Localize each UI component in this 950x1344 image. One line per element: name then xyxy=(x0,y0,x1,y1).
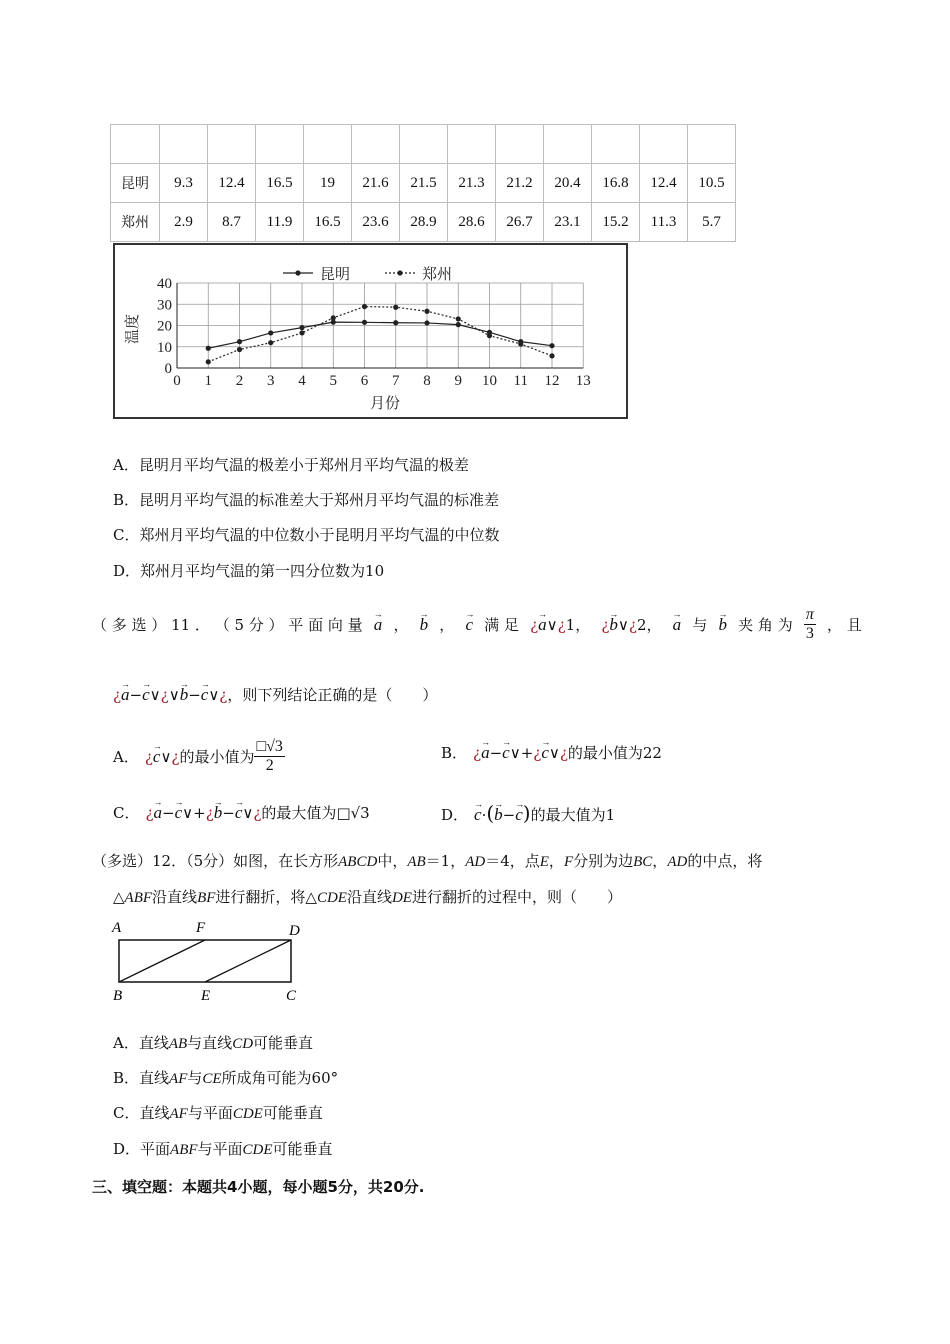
q12-stem-line1 xyxy=(92,851,762,872)
value-two: 2 xyxy=(636,615,647,634)
dot-operator: · xyxy=(481,806,487,824)
segment-label: AF xyxy=(169,1071,188,1087)
q11-question-text: ，则下列结论正确的是（ ） xyxy=(227,686,438,704)
table-cell: 21.6 xyxy=(352,164,400,203)
x-tick-label: 7 xyxy=(392,373,400,389)
comma: ， xyxy=(575,615,591,634)
q11-option-b xyxy=(441,743,662,763)
x-tick-label: 8 xyxy=(423,373,431,389)
garbled-char: ¿ xyxy=(559,744,568,762)
denominator: 3 xyxy=(805,625,814,642)
y-tick-label: 40 xyxy=(157,276,172,292)
vector-a: → a xyxy=(538,615,547,635)
option-text: A．直线 xyxy=(113,1034,169,1052)
table-header-cell xyxy=(496,125,544,164)
q11-prefix: （ 多 选 ） 11 ． （ 5 分 ） 平 面 向 量 xyxy=(92,615,363,634)
q12-text: 中， xyxy=(377,852,408,870)
option-letter: C． xyxy=(113,804,140,822)
data-point-kunming xyxy=(393,320,398,325)
series-line-zhengzhou xyxy=(208,307,552,362)
table-cell: 21.5 xyxy=(400,164,448,203)
minus-sign: − xyxy=(502,806,516,824)
option-letter: C． xyxy=(113,526,140,544)
vector-c: → c xyxy=(175,803,183,823)
data-point-zhengzhou xyxy=(206,359,211,364)
data-point-zhengzhou xyxy=(362,304,367,309)
city-cell: 郑州 xyxy=(111,203,160,242)
option-text: C．直线 xyxy=(113,1104,170,1122)
garbled-char: ¿ xyxy=(219,686,228,704)
legend-label: 郑州 xyxy=(422,265,453,283)
plane-label: CDE xyxy=(242,1142,273,1158)
vector-b: → b xyxy=(214,803,223,823)
vector-c: → c xyxy=(235,803,243,823)
data-point-kunming xyxy=(268,330,273,335)
option-text: 郑州月平均气温的中位数小于昆明月平均气温的中位数 xyxy=(139,526,500,544)
fraction-root3-over-2 xyxy=(254,738,284,775)
vector-c: → c xyxy=(153,747,161,767)
y-tick-label: 20 xyxy=(157,318,172,335)
option-letter: B． xyxy=(113,491,140,509)
table-cell: 12.4 xyxy=(640,164,688,203)
left-paren: ( xyxy=(486,801,495,825)
data-point-kunming xyxy=(456,322,461,327)
vector-a: → a xyxy=(121,685,130,705)
garbled-char: ¿ xyxy=(557,615,566,634)
segment-label: AD xyxy=(465,854,486,870)
plus-sign: + xyxy=(193,804,206,822)
minus-sign: − xyxy=(129,686,143,704)
segment-label: BF xyxy=(197,890,216,906)
data-point-kunming xyxy=(362,320,367,325)
vector-a: → a xyxy=(481,743,490,763)
table-row-kunming xyxy=(111,164,736,203)
q10-option-c xyxy=(113,525,500,545)
city-cell: 昆明 xyxy=(111,164,160,203)
table-cell: 16.5 xyxy=(304,203,352,242)
rect-label: ABCD xyxy=(338,854,378,870)
q10-option-d xyxy=(113,561,384,581)
or-symbol: ∨ xyxy=(509,744,521,762)
vector-a: → a xyxy=(673,615,682,635)
right-paren: ) xyxy=(522,801,531,825)
comma: ， xyxy=(393,615,409,634)
minus-sign: − xyxy=(188,686,201,704)
data-point-zhengzhou xyxy=(518,341,523,346)
q12-text: 沿直线 xyxy=(346,888,392,906)
table-cell: 10.5 xyxy=(688,164,736,203)
or-symbol: ∨ xyxy=(149,686,161,704)
q12-option-a xyxy=(113,1033,313,1054)
table-cell: 11.9 xyxy=(256,203,304,242)
series-line-kunming xyxy=(208,322,552,348)
table-header-cell xyxy=(448,125,496,164)
vector-c: → c xyxy=(201,685,209,705)
option-text: B．直线 xyxy=(113,1069,170,1087)
temperature-chart-frame xyxy=(113,243,628,419)
q11-option-a xyxy=(113,738,285,775)
data-point-zhengzhou xyxy=(237,347,242,352)
q12-text: 沿直线 xyxy=(152,888,198,906)
garbled-char: ¿ xyxy=(160,686,169,704)
segment-label: CE xyxy=(202,1071,222,1087)
angle-text: 夹 角 为 xyxy=(738,615,793,634)
table-cell: 26.7 xyxy=(496,203,544,242)
legend-marker xyxy=(295,270,300,275)
comma: ， xyxy=(439,615,455,634)
table-cell: 11.3 xyxy=(640,203,688,242)
garbled-char: ¿ xyxy=(473,744,482,762)
q11-stem-line1 xyxy=(92,606,862,643)
option-text: 郑州月平均气温的第一四分位数为10 xyxy=(140,562,385,580)
label-d: D xyxy=(289,923,300,939)
and-text: ， 且 xyxy=(827,615,862,634)
minus-sign: − xyxy=(162,804,175,822)
x-tick-label: 10 xyxy=(482,373,497,389)
root3-value: □√3 xyxy=(336,804,370,822)
option-text: 昆明月平均气温的标准差大于郑州月平均气温的标准差 xyxy=(139,491,500,509)
table-header-row xyxy=(111,125,736,164)
or-symbol: ∨ xyxy=(242,804,254,822)
label-c: C xyxy=(286,988,297,1004)
y-tick-label: 0 xyxy=(164,361,172,377)
table-cell: 28.9 xyxy=(400,203,448,242)
temperature-line-chart xyxy=(115,245,626,417)
q12-stem-line2 xyxy=(113,887,622,908)
label-f: F xyxy=(196,920,206,936)
q12-text: ， xyxy=(652,852,668,870)
point-label: F xyxy=(563,854,574,870)
option-text: 的最大值为1 xyxy=(530,806,616,824)
garbled-char: ¿ xyxy=(205,804,214,822)
data-point-zhengzhou xyxy=(487,333,492,338)
or-symbol: ∨ xyxy=(182,804,194,822)
point-label: E xyxy=(539,854,549,870)
table-header-cell xyxy=(592,125,640,164)
table-header-cell xyxy=(304,125,352,164)
table-cell: 21.2 xyxy=(496,164,544,203)
y-tick-label: 10 xyxy=(157,339,172,356)
vector-c: → c xyxy=(465,615,473,635)
y-axis-label: 温度 xyxy=(123,313,141,345)
vector-c: → c xyxy=(541,743,549,763)
q12-text: 进行翻折，将△ xyxy=(215,888,317,906)
x-tick-label: 0 xyxy=(173,373,181,389)
option-text: 的最小值为22 xyxy=(567,744,662,762)
rectangle-figure xyxy=(108,915,308,1007)
data-point-zhengzhou xyxy=(393,305,398,310)
table-cell: 8.7 xyxy=(208,203,256,242)
segment-label: BC xyxy=(633,854,653,870)
q12-text: 进行翻折的过程中，则（ ） xyxy=(411,888,622,906)
with-text: 与 xyxy=(692,615,708,634)
segment-bf xyxy=(119,940,205,982)
option-text: 可能垂直 xyxy=(272,1140,333,1158)
x-tick-label: 9 xyxy=(454,373,462,389)
option-text: 的最小值为 xyxy=(179,747,255,766)
table-cell: 28.6 xyxy=(448,203,496,242)
option-text: 与平面 xyxy=(197,1140,243,1158)
table-cell: 15.2 xyxy=(592,203,640,242)
triangle-symbol: △ xyxy=(113,888,125,906)
q12-option-b xyxy=(113,1068,338,1089)
data-point-kunming xyxy=(206,346,211,351)
segment-label: AF xyxy=(169,1106,188,1122)
table-cell: 2.9 xyxy=(160,203,208,242)
data-point-zhengzhou xyxy=(549,353,554,358)
data-point-kunming xyxy=(237,339,242,344)
garbled-char: ¿ xyxy=(601,615,610,634)
triangle-label: ABF xyxy=(124,890,153,906)
or-symbol: ∨ xyxy=(160,747,172,766)
garbled-char: ¿ xyxy=(253,804,262,822)
q11-option-c xyxy=(113,803,370,823)
option-text: 与平面 xyxy=(187,1104,233,1122)
data-point-kunming xyxy=(299,325,304,330)
numerator: π xyxy=(805,606,814,623)
minus-sign: − xyxy=(489,744,503,762)
table-cell: 23.1 xyxy=(544,203,592,242)
vector-b: → b xyxy=(420,615,429,635)
legend-label: 昆明 xyxy=(320,265,351,283)
x-tick-label: 13 xyxy=(575,373,591,389)
option-text: 可能垂直 xyxy=(262,1104,323,1122)
q12-option-d xyxy=(113,1139,333,1160)
q10-option-a xyxy=(113,455,469,475)
x-tick-label: 11 xyxy=(513,373,528,389)
table-header-cell xyxy=(544,125,592,164)
data-point-zhengzhou xyxy=(456,316,461,321)
q12-text: 分别为边 xyxy=(573,852,634,870)
option-letter: D． xyxy=(113,562,141,580)
garbled-char: ¿ xyxy=(530,615,539,634)
table-cell: 21.3 xyxy=(448,164,496,203)
option-text: 的最大值为 xyxy=(261,804,337,822)
x-tick-label: 1 xyxy=(204,373,212,389)
option-text: 所成角可能为60° xyxy=(221,1069,339,1087)
table-header-cell xyxy=(400,125,448,164)
segment-label: AB xyxy=(407,854,426,870)
segment-label: AB xyxy=(168,1036,188,1052)
segment-label: DE xyxy=(391,890,412,906)
table-header-cell xyxy=(160,125,208,164)
garbled-char: ¿ xyxy=(628,615,637,634)
q12-text: ＝4，点 xyxy=(485,852,540,870)
table-cell: 19 xyxy=(304,164,352,203)
vector-c: → c xyxy=(515,805,523,825)
value-one: 1 xyxy=(565,615,576,634)
table-header-cell xyxy=(640,125,688,164)
garbled-char: ¿ xyxy=(171,747,180,766)
x-tick-label: 6 xyxy=(360,373,369,389)
x-tick-label: 3 xyxy=(267,373,275,389)
q12-text: （多选）12．（5分）如图，在长方形 xyxy=(92,852,339,870)
garbled-char: ¿ xyxy=(113,686,122,704)
data-point-zhengzhou xyxy=(424,309,429,314)
option-text: 可能垂直 xyxy=(253,1034,314,1052)
data-point-zhengzhou xyxy=(299,330,304,335)
table-header-cell xyxy=(111,125,160,164)
satisfy-text: 满 足 xyxy=(484,615,519,634)
q10-option-b xyxy=(113,490,499,510)
vector-b: → b xyxy=(180,685,189,705)
vector-b: → b xyxy=(719,615,728,635)
option-text: 昆明月平均气温的极差小于郑州月平均气温的极差 xyxy=(138,456,469,474)
rectangle-abcd xyxy=(119,940,291,982)
x-axis-label: 月份 xyxy=(369,394,401,412)
option-letter: A． xyxy=(113,456,139,474)
temperature-table xyxy=(110,124,736,242)
vector-c: → c xyxy=(474,805,482,825)
segment-ed xyxy=(205,940,291,982)
option-text: D．平面 xyxy=(113,1140,171,1158)
table-header-cell xyxy=(688,125,736,164)
x-tick-label: 5 xyxy=(329,373,337,389)
numerator: □√3 xyxy=(256,738,283,755)
x-tick-label: 2 xyxy=(235,373,244,389)
or-symbol: ∨ xyxy=(617,615,629,634)
table-cell: 16.8 xyxy=(592,164,640,203)
data-point-zhengzhou xyxy=(331,315,336,320)
garbled-char: ¿ xyxy=(144,747,153,766)
option-text: 与直线 xyxy=(187,1034,233,1052)
comma: ， xyxy=(548,852,564,870)
denominator: 2 xyxy=(265,757,274,774)
y-tick-label: 30 xyxy=(157,297,172,314)
triangle-label: CDE xyxy=(316,890,347,906)
label-b: B xyxy=(113,988,123,1004)
minus-sign: − xyxy=(222,804,235,822)
table-cell: 5.7 xyxy=(688,203,736,242)
or-symbol: ∨ xyxy=(548,744,560,762)
table-header-cell xyxy=(256,125,304,164)
table-cell: 20.4 xyxy=(544,164,592,203)
vector-c: → c xyxy=(502,743,510,763)
data-point-kunming xyxy=(549,343,554,348)
table-cell: 12.4 xyxy=(208,164,256,203)
q11-option-d xyxy=(441,803,615,825)
or-symbol: ∨ xyxy=(546,615,558,634)
fraction-pi-over-3 xyxy=(804,606,816,643)
table-cell: 9.3 xyxy=(160,164,208,203)
option-letter: A． xyxy=(113,747,139,766)
segment-label: CD xyxy=(232,1036,254,1052)
garbled-char: ¿ xyxy=(533,744,542,762)
legend-marker xyxy=(397,270,402,275)
vector-b: → b xyxy=(609,615,618,635)
data-point-kunming xyxy=(424,320,429,325)
vector-a: → a xyxy=(374,615,383,635)
vector-b: → b xyxy=(494,805,503,825)
q12-text: 的中点，将 xyxy=(687,852,763,870)
q12-option-c xyxy=(113,1103,323,1124)
or-symbol: ∨ xyxy=(168,686,180,704)
plane-label: CDE xyxy=(232,1106,263,1122)
x-tick-label: 12 xyxy=(544,373,560,389)
option-text: 与 xyxy=(187,1069,203,1087)
section-3-heading: 三、填空题：本题共4小题，每小题5分，共20分. xyxy=(92,1178,425,1196)
comma: ， xyxy=(646,615,662,634)
or-symbol: ∨ xyxy=(208,686,220,704)
table-header-cell xyxy=(352,125,400,164)
x-tick-label: 4 xyxy=(298,373,306,389)
option-letter: B． xyxy=(441,744,468,762)
vector-a: → a xyxy=(154,803,163,823)
data-point-zhengzhou xyxy=(268,340,273,345)
segment-label: AD xyxy=(667,854,688,870)
plane-label: ABF xyxy=(170,1142,198,1158)
table-cell: 23.6 xyxy=(352,203,400,242)
table-cell: 16.5 xyxy=(256,164,304,203)
plus-sign: + xyxy=(520,744,534,762)
garbled-char: ¿ xyxy=(145,804,154,822)
table-header-cell xyxy=(208,125,256,164)
label-a: A xyxy=(112,920,122,936)
option-letter: D． xyxy=(441,806,469,824)
q12-text: ＝1， xyxy=(425,852,466,870)
vector-c: → c xyxy=(142,685,150,705)
label-e: E xyxy=(201,988,211,1004)
q11-stem-line2 xyxy=(113,685,437,705)
table-row-zhengzhou xyxy=(111,203,736,242)
